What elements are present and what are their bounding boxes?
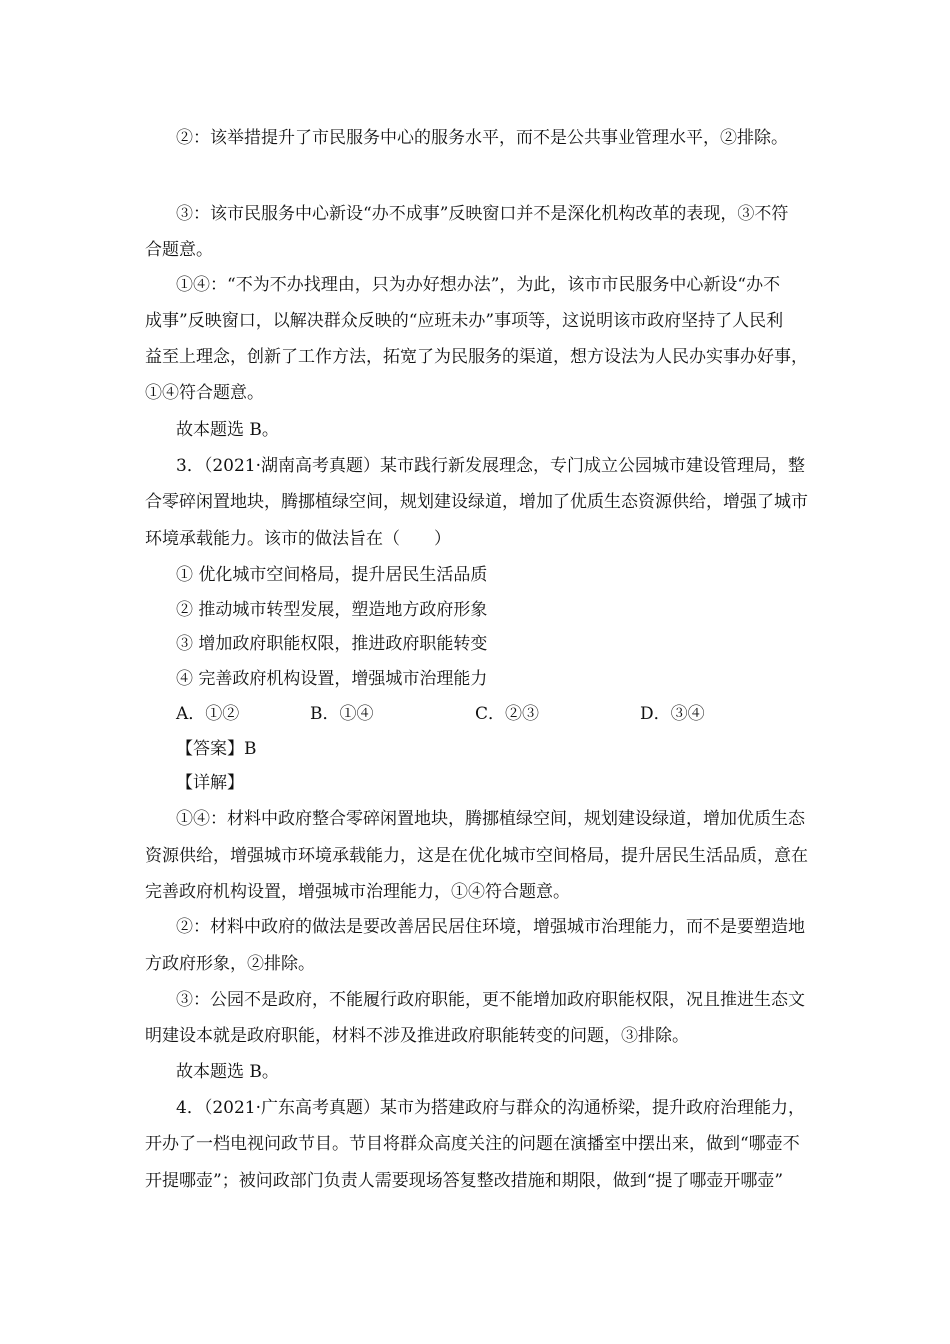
- explanation-label: 【详解】: [176, 773, 244, 793]
- statement-item: ③ 增加政府职能权限，推进政府职能转变: [176, 634, 488, 654]
- paragraph-line: 合题意。: [145, 240, 213, 260]
- option-d: D．③④: [640, 704, 705, 724]
- paragraph-line: ②：材料中政府的做法是要改善居民居住环境，增强城市治理能力，而不是要塑造地: [176, 917, 805, 937]
- paragraph-line: 资源供给，增强城市环境承载能力，这是在优化城市空间格局，提升居民生活品质，意在: [145, 846, 808, 866]
- question-stem: 开提哪壶”；被问政部门负责人需要现场答复整改措施和期限，做到“提了哪壶开哪壶”: [145, 1171, 784, 1191]
- question-stem: 3．（2021·湖南高考真题）某市践行新发展理念，专门成立公园城市建设管理局，整: [176, 456, 805, 476]
- question-stem: 环境承载能力。该市的做法旨在（ ）: [145, 529, 451, 549]
- paragraph-line: 益至上理念，创新了工作方法，拓宽了为民服务的渠道，想方设法为人民办实事办好事，: [145, 347, 808, 367]
- paragraph-line: 方政府形象，②排除。: [145, 954, 315, 974]
- paragraph-line: 完善政府机构设置，增强城市治理能力，①④符合题意。: [145, 882, 570, 902]
- answer-label: 【答案】B: [176, 739, 257, 759]
- paragraph-line: ①④符合题意。: [145, 383, 264, 403]
- option-c: C．②③: [475, 704, 540, 724]
- paragraph-line: ①④：材料中政府整合零碎闲置地块，腾挪植绿空间，规划建设绿道，增加优质生态: [176, 809, 805, 829]
- paragraph-line: 明建设本就是政府职能，材料不涉及推进政府职能转变的问题，③排除。: [145, 1026, 689, 1046]
- statement-item: ④ 完善政府机构设置，增强城市治理能力: [176, 669, 488, 689]
- paragraph-line: ③：公园不是政府，不能履行政府职能，更不能增加政府职能权限，况且推进生态文: [176, 990, 805, 1010]
- paragraph-line: ②：该举措提升了市民服务中心的服务水平，而不是公共事业管理水平，②排除。: [176, 128, 788, 148]
- conclusion-line: 故本题选 B。: [176, 1062, 279, 1082]
- paragraph-line: ①④：“不为不办找理由，只为办好想办法”，为此，该市市民服务中心新设“办不: [176, 275, 781, 295]
- question-stem: 4．（2021·广东高考真题）某市为搭建政府与群众的沟通桥梁，提升政府治理能力，: [176, 1098, 805, 1118]
- paragraph-line: 成事”反映窗口，以解决群众反映的“应班未办”事项等，这说明该市政府坚持了人民利: [145, 311, 784, 331]
- paragraph-line: ③：该市民服务中心新设“办不成事”反映窗口并不是深化机构改革的表现，③不符: [176, 204, 789, 224]
- question-stem: 合零碎闲置地块，腾挪植绿空间，规划建设绿道，增加了优质生态资源供给，增强了城市: [145, 492, 808, 512]
- statement-item: ① 优化城市空间格局，提升居民生活品质: [176, 565, 488, 585]
- option-a: A．①②: [176, 704, 240, 724]
- conclusion-line: 故本题选 B。: [176, 420, 279, 440]
- question-stem: 开办了一档电视问政节目。节目将群众高度关注的问题在演播室中摆出来，做到“哪壶不: [145, 1134, 800, 1154]
- statement-item: ② 推动城市转型发展，塑造地方政府形象: [176, 600, 488, 620]
- option-b: B．①④: [310, 704, 374, 724]
